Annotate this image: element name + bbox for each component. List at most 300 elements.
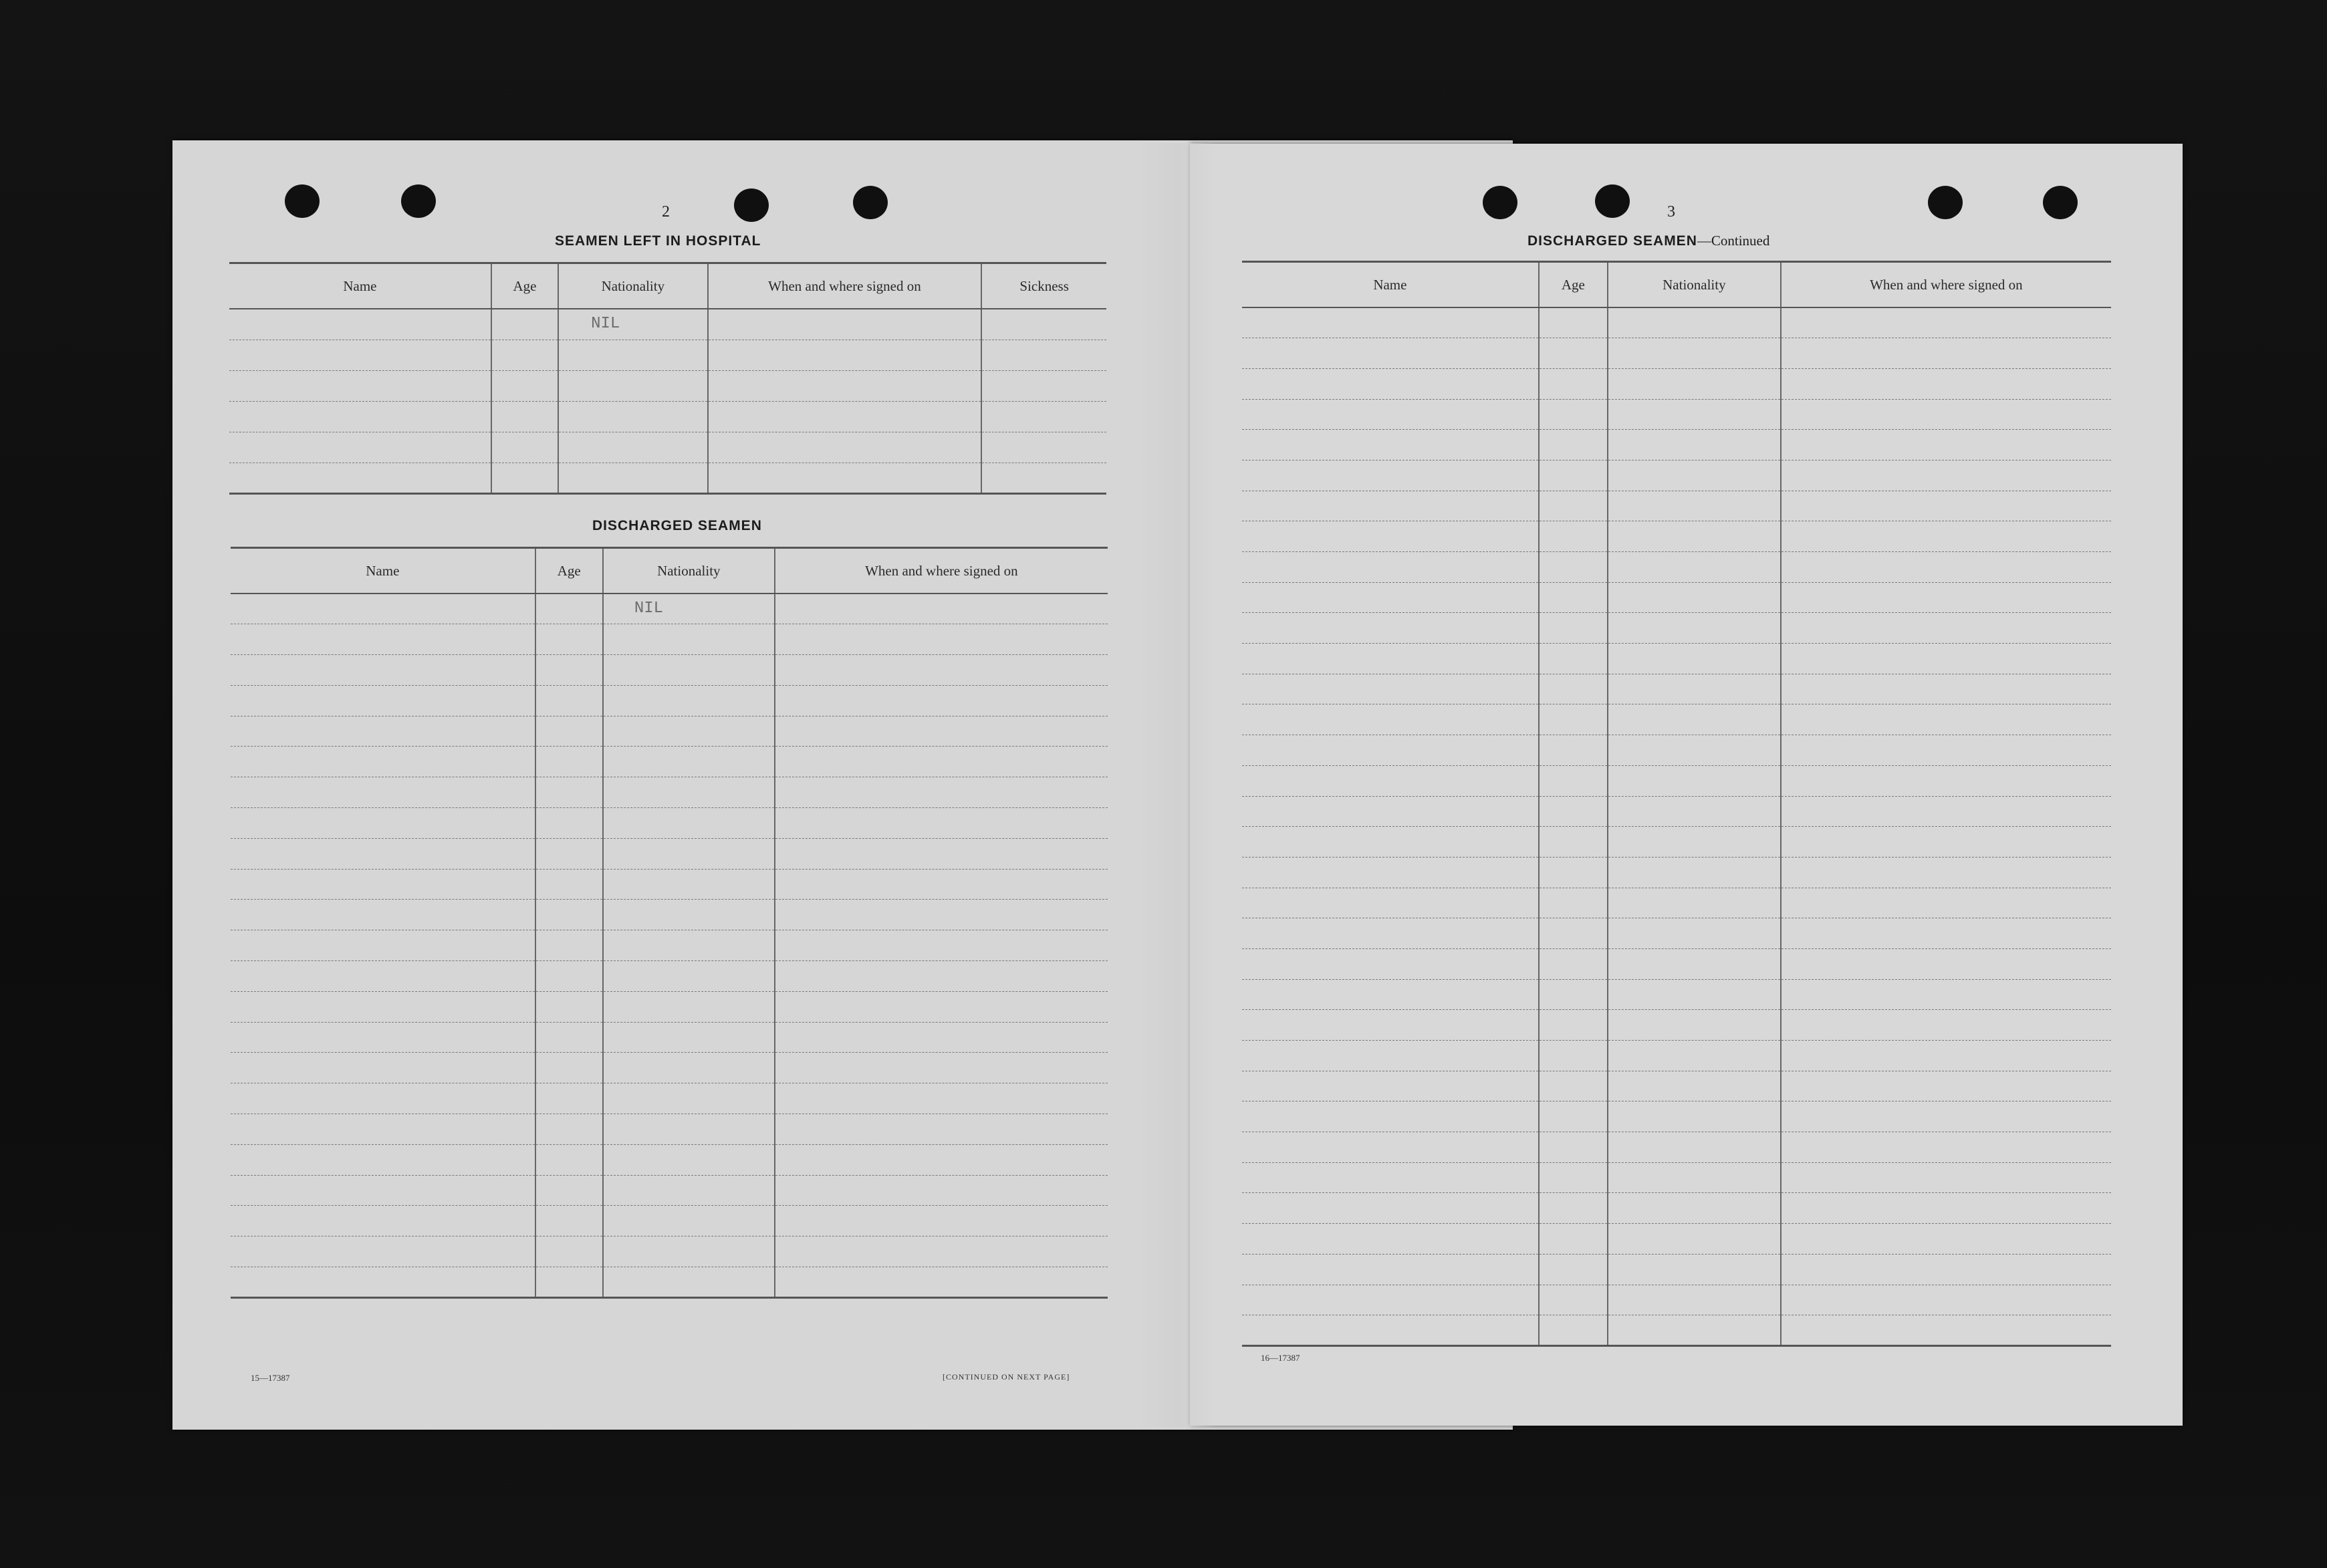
table-cell [1539,796,1608,827]
table-cell [231,1175,535,1206]
table-cell [775,1267,1108,1298]
table-cell [1608,674,1781,704]
table-row [1242,1224,2111,1255]
table-cell [1608,552,1781,583]
table-cell [231,624,535,655]
table-cell [491,340,558,370]
table-row [231,930,1108,961]
table-cell [1242,491,1539,521]
table-cell [1781,796,2111,827]
table-cell [535,961,603,992]
table-cell [231,1022,535,1053]
table-cell [1608,1132,1781,1163]
table-cell [1608,1101,1781,1132]
table-cell [535,1236,603,1267]
table-cell [775,594,1108,624]
table-row [231,685,1108,716]
punch-hole-icon [2043,186,2078,219]
table-cell [1608,582,1781,613]
table-row [231,747,1108,777]
table-cell [1608,1254,1781,1285]
table-cell [1242,521,1539,552]
table-cell [1608,644,1781,674]
table-row [1242,674,2111,704]
table-row [1242,704,2111,735]
table-cell [558,401,707,432]
table-row [231,1022,1108,1053]
table-cell [491,432,558,463]
table-cell [231,716,535,747]
table-cell [1608,1315,1781,1346]
table-cell [708,432,982,463]
table-row [231,624,1108,655]
table-cell [231,930,535,961]
table-cell [231,777,535,808]
table-cell [603,716,775,747]
form-code-left: 15—17387 [251,1373,290,1383]
table-cell [1608,704,1781,735]
table-cell [231,1236,535,1267]
section-title-suffix: —Continued [1697,233,1770,249]
table-cell [775,838,1108,869]
table-cell [603,624,775,655]
table-row [1242,1071,2111,1101]
table-cell [231,808,535,839]
table-cell [1781,1193,2111,1224]
table-row [1242,613,2111,644]
table-cell [1539,918,1608,949]
table-cell [1242,918,1539,949]
table-cell [1242,1101,1539,1132]
table-cell [775,1175,1108,1206]
table-cell [1781,430,2111,461]
table-cell [1608,1041,1781,1071]
table-row [1242,1162,2111,1193]
table-cell [1539,1010,1608,1041]
table-cell [229,432,491,463]
table-cell [603,1114,775,1145]
table-row [1242,948,2111,979]
table-cell [1539,1041,1608,1071]
table-cell [1242,857,1539,888]
table-cell [603,685,775,716]
table-cell [775,869,1108,900]
table-cell [535,1053,603,1083]
table-cell [231,1083,535,1114]
table-row [1242,644,2111,674]
table-cell [603,1236,775,1267]
table-cell [535,747,603,777]
table-cell [1781,674,2111,704]
table-cell [229,309,491,340]
table-cell [1781,857,2111,888]
section-title-main: DISCHARGED SEAMEN [1527,233,1697,249]
table-cell [775,961,1108,992]
table-row [231,1206,1108,1236]
table-row [1242,1193,2111,1224]
table-cell [1539,1162,1608,1193]
table-cell [775,655,1108,686]
table-cell [1608,888,1781,918]
table-row [229,432,1106,463]
table-cell [1781,888,2111,918]
table-cell [535,594,603,624]
table-cell [1608,1010,1781,1041]
table-cell [1608,857,1781,888]
table-cell [1539,430,1608,461]
table-cell [231,1053,535,1083]
punch-hole-icon [1483,186,1517,219]
table-cell [775,1053,1108,1083]
table-cell [1781,338,2111,369]
table-cell [1781,1041,2111,1071]
table-cell [1242,338,1539,369]
page-number-left: 2 [662,203,670,221]
table-cell [1539,735,1608,766]
table-row [1242,735,2111,766]
table-cell [775,716,1108,747]
table-row [1242,582,2111,613]
table-cell [535,1267,603,1298]
discharged-section-title: DISCHARGED SEAMEN [592,518,762,533]
table-cell [603,777,775,808]
punch-hole-icon [734,188,769,222]
table-cell [1242,307,1539,338]
table-cell [1781,644,2111,674]
punch-hole-icon [401,184,436,218]
table-row [1242,338,2111,369]
table-cell [231,900,535,930]
column-header-age: Age [535,548,603,594]
table-cell [1608,918,1781,949]
table-row [1242,888,2111,918]
table-cell [775,900,1108,930]
table-cell [1242,430,1539,461]
table-row [231,1267,1108,1298]
table-cell [603,1083,775,1114]
table-cell [1539,613,1608,644]
nil-entry: NIL [591,315,620,333]
table-row [229,401,1106,432]
table-row [1242,1101,2111,1132]
table-cell [603,1175,775,1206]
table-cell [1242,704,1539,735]
table-cell [603,991,775,1022]
table-cell [775,777,1108,808]
table-cell [603,655,775,686]
table-cell [1242,644,1539,674]
table-cell [1539,338,1608,369]
table-cell [1539,857,1608,888]
table-cell [558,463,707,493]
table-row [1242,1132,2111,1163]
table-row [1242,368,2111,399]
table-cell [1539,1285,1608,1315]
table-cell [1242,1254,1539,1285]
table-cell [535,1206,603,1236]
table-cell [1539,1254,1608,1285]
page-number-right: 3 [1667,203,1675,221]
table-cell [775,1206,1108,1236]
form-code-right: 16—17387 [1261,1353,1300,1363]
table-cell [231,655,535,686]
table-cell [231,1206,535,1236]
table-cell [535,655,603,686]
table-cell [1781,918,2111,949]
table-cell [491,401,558,432]
table-cell [981,309,1106,340]
table-cell [1242,1041,1539,1071]
table-cell [1781,1254,2111,1285]
table-cell [981,463,1106,493]
nil-entry: NIL [634,600,664,618]
table-cell [708,309,982,340]
hospital-table [229,262,1106,495]
table-cell [775,808,1108,839]
table-cell [535,1022,603,1053]
table-cell [1242,948,1539,979]
table-cell [558,432,707,463]
table-cell [1781,1071,2111,1101]
table-cell [603,930,775,961]
table-row [1242,491,2111,521]
column-header-age: Age [491,263,558,309]
table-cell [603,1053,775,1083]
table-cell [1242,765,1539,796]
table-cell [1608,765,1781,796]
table-cell [775,930,1108,961]
table-cell [1781,1101,2111,1132]
table-cell [1608,338,1781,369]
table-cell [491,463,558,493]
table-row [231,1144,1108,1175]
table-cell [1539,582,1608,613]
table-cell [1539,1101,1608,1132]
table-cell [708,463,982,493]
column-header-nationality: Nationality [1608,262,1781,308]
table-cell [231,838,535,869]
table-cell [229,401,491,432]
table-cell [1539,552,1608,583]
table-cell [1539,979,1608,1010]
table-cell [1608,430,1781,461]
table-cell [1608,979,1781,1010]
table-cell [1781,1285,2111,1315]
table-cell [1242,735,1539,766]
table-cell [1608,1193,1781,1224]
table-cell [981,432,1106,463]
column-header-age: Age [1539,262,1608,308]
table-row [1242,1285,2111,1315]
table-cell [229,463,491,493]
table-cell [231,1267,535,1298]
column-header-name: Name [231,548,535,594]
table-row [1242,430,2111,461]
table-cell [231,961,535,992]
table-row [1242,979,2111,1010]
table-cell [1781,1162,2111,1193]
table-cell [1781,1132,2111,1163]
table-cell [535,624,603,655]
table-cell [1608,1162,1781,1193]
table-cell [1242,368,1539,399]
table-cell [229,340,491,370]
table-row [231,900,1108,930]
table-cell [1242,1193,1539,1224]
table-cell [1539,674,1608,704]
table-cell [1242,1162,1539,1193]
table-cell [1781,368,2111,399]
table-cell [981,370,1106,401]
table-row [231,1053,1108,1083]
table-cell [1539,460,1608,491]
table-cell [603,1206,775,1236]
table-row [231,1236,1108,1267]
table-row [1242,857,2111,888]
table-row [231,1083,1108,1114]
table-cell [775,1144,1108,1175]
table-cell [981,340,1106,370]
table-cell [775,1022,1108,1053]
table-row [229,463,1106,493]
table-cell [231,991,535,1022]
table-cell [535,869,603,900]
table-cell [1608,1285,1781,1315]
table-cell [603,808,775,839]
column-header-name: Name [1242,262,1539,308]
table-cell [1242,674,1539,704]
table-cell [535,1144,603,1175]
table-cell [1781,582,2111,613]
column-header-nationality: Nationality [558,263,707,309]
table-cell [1781,704,2111,735]
table-cell [1608,399,1781,430]
table-cell [535,1114,603,1145]
table-row [231,594,1108,624]
table-row [231,716,1108,747]
table-row [231,838,1108,869]
table-cell [535,808,603,839]
column-header-signed-on: When and where signed on [708,263,982,309]
table-row [1242,552,2111,583]
table-cell [1781,460,2111,491]
discharged-continued-table [1242,261,2111,1347]
table-cell [1242,460,1539,491]
table-cell [535,777,603,808]
table-cell [1242,1132,1539,1163]
table-cell [603,1144,775,1175]
table-cell [535,838,603,869]
table-cell [1242,582,1539,613]
table-cell [1539,1071,1608,1101]
discharged-table [231,547,1108,1299]
table-cell [231,1144,535,1175]
table-cell [1781,827,2111,858]
table-cell [1242,888,1539,918]
table-cell [1781,1315,2111,1346]
table-cell [1539,368,1608,399]
table-cell [1781,307,2111,338]
table-row [231,1114,1108,1145]
table-cell [1539,765,1608,796]
table-cell [775,991,1108,1022]
table-cell [1608,796,1781,827]
table-row [1242,827,2111,858]
table-cell [558,370,707,401]
table-cell [1608,307,1781,338]
table-cell [1539,644,1608,674]
table-cell [603,838,775,869]
column-header-signed-on: When and where signed on [1781,262,2111,308]
table-row [229,370,1106,401]
column-header-nationality: Nationality [603,548,775,594]
table-cell [1608,613,1781,644]
table-cell [231,869,535,900]
table-row [1242,1010,2111,1041]
table-cell [491,370,558,401]
table-row [229,309,1106,340]
table-row [231,808,1108,839]
table-cell [603,869,775,900]
table-cell [491,309,558,340]
column-header-sickness: Sickness [981,263,1106,309]
table-row [1242,521,2111,552]
table-cell [1539,1315,1608,1346]
table-cell [535,716,603,747]
table-cell [1242,1010,1539,1041]
table-cell [231,594,535,624]
table-row [229,340,1106,370]
table-cell [1242,399,1539,430]
table-cell [1539,704,1608,735]
table-cell [708,370,982,401]
table-cell [603,900,775,930]
table-cell [1608,460,1781,491]
table-cell [1781,735,2111,766]
table-cell [231,685,535,716]
table-cell [1242,979,1539,1010]
table-cell [1242,613,1539,644]
table-cell [1539,1224,1608,1255]
table-cell [1781,552,2111,583]
column-header-name: Name [229,263,491,309]
table-cell [1608,735,1781,766]
table-row [1242,918,2111,949]
table-cell [1608,491,1781,521]
table-cell [1781,399,2111,430]
discharged-continued-title [1527,233,1769,249]
table-cell [1608,948,1781,979]
table-cell [1781,1010,2111,1041]
table-cell [1781,765,2111,796]
table-cell [1781,613,2111,644]
table-cell [535,930,603,961]
table-cell [1539,307,1608,338]
table-cell [1539,521,1608,552]
table-cell [1781,1224,2111,1255]
punch-hole-icon [1928,186,1963,219]
table-cell [1781,521,2111,552]
table-cell [229,370,491,401]
table-cell [1539,948,1608,979]
table-cell [775,1114,1108,1145]
page-fold [1136,143,1217,1428]
hospital-section-title: SEAMEN LEFT IN HOSPITAL [555,233,761,249]
table-cell [775,624,1108,655]
table-cell [775,1083,1108,1114]
punch-hole-icon [1595,184,1630,218]
table-cell [603,1022,775,1053]
